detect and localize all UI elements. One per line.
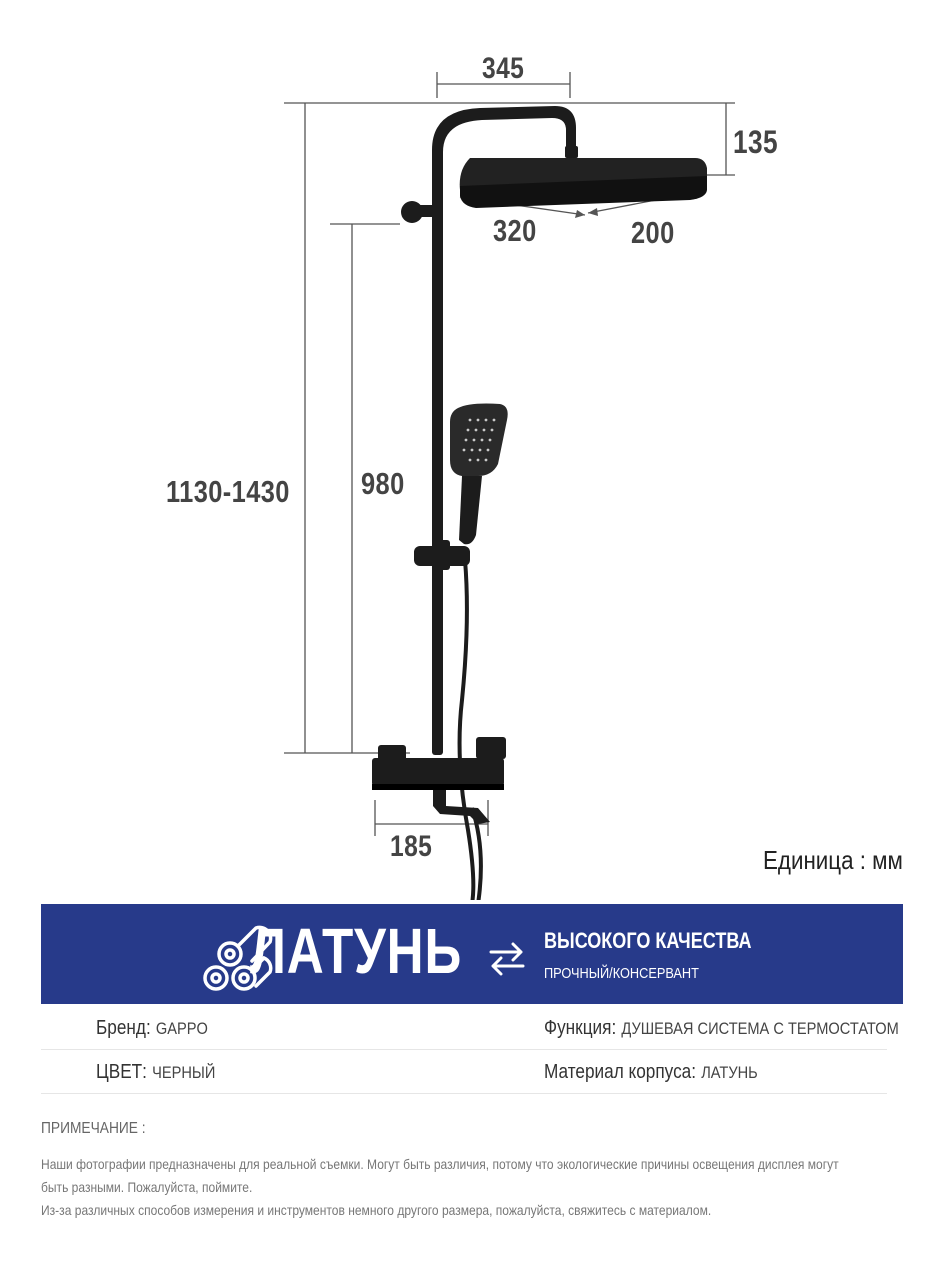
material-label: Материал корпуса: [544,1061,697,1083]
dimension-185: 185 [390,830,433,863]
function-value: ДУШЕВАЯ СИСТЕМА С ТЕРМОСТАТОМ [621,1019,899,1038]
dimension-135: 135 [733,124,779,160]
color-label: ЦВЕТ: [96,1061,147,1083]
spec-brand [96,1017,208,1040]
swap-arrows-icon [487,940,527,976]
unit-label: Единица : мм [763,845,903,875]
spec-row-1 [41,1005,899,1050]
dimension-345: 345 [482,52,525,85]
brand-value: GAPPO [155,1019,208,1038]
material-value: ЛАТУНЬ [701,1063,758,1082]
dimension-980: 980 [361,466,405,501]
material-banner [41,904,903,1004]
brand-label: Бренд: [96,1017,151,1039]
color-value: ЧЕРНЫЙ [152,1063,216,1082]
function-label: Функция: [544,1017,617,1039]
note-line-1: Наши фотографии предназначены для реальной съемки. Могут быть различия, потому что экологические причины освещения дисплея могут [41,1156,839,1172]
note-line-2: быть разными. Пожалуйста, поймите. [41,1179,253,1195]
dimension-320: 320 [493,213,537,248]
banner-headline: ВЫСОКОГО КАЧЕСТВА [544,928,752,953]
banner-subline: ПРОЧНЫЙ/КОНСЕРВАНТ [544,965,699,982]
spec-color [96,1061,215,1084]
banner-title: ЛАТУНЬ [250,915,463,987]
note-title: ПРИМЕЧАНИЕ : [41,1120,146,1137]
note-line-3: Из-за различных способов измерения и инструментов немного другого размера, пожалуйста, свяжитесь с материалом. [41,1202,712,1218]
spec-material [544,1061,758,1084]
dimension-total-height: 1130-1430 [166,474,290,509]
spec-row-2 [41,1049,887,1094]
spec-function [544,1017,899,1040]
dimension-200: 200 [631,215,675,250]
